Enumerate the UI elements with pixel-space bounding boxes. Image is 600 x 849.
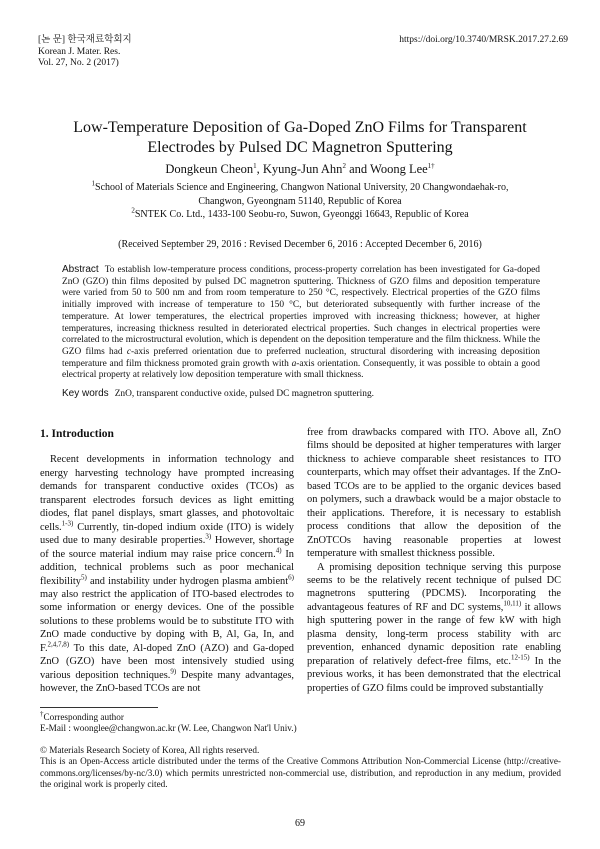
- affiliation-1-mark: 1: [91, 179, 96, 188]
- affiliation-2-mark: 2: [131, 206, 135, 215]
- journal-korean-name: [논 문] 한국재료학회지: [38, 35, 132, 45]
- keywords: [62, 388, 540, 399]
- author-email: E-Mail : woonglee@changwon.ac.kr (W. Lee, Changwon Nat'l Univ.): [40, 723, 297, 734]
- body-text: However, shortage of the source material indium may raise price concern.: [40, 535, 294, 560]
- intro-paragraph-1: [40, 453, 294, 695]
- citation: 4): [275, 546, 282, 555]
- citation: 9): [170, 667, 177, 676]
- body-text: In addition, technical problems such as poor mechanical flexibility: [40, 548, 294, 587]
- body-text: Currently, tin-doped indium oxide (ITO) is widely used due to many desirable properties.: [40, 521, 294, 547]
- affiliation-1-cont: Changwon, Gyeongnam 51140, Republic of Korea: [198, 195, 402, 207]
- citation: 6): [288, 573, 294, 582]
- author-1-affil: 1: [253, 161, 257, 170]
- author-2-affil: 2: [342, 161, 346, 170]
- citation: 3): [205, 532, 212, 541]
- citation: 2,4,7,8): [47, 640, 70, 649]
- affiliations: [30, 181, 570, 222]
- abstract: [62, 264, 540, 382]
- affiliation-1-text: School of Materials Science and Engineering, Changwon National University, 20 Changwondaehak-ro,: [95, 182, 509, 193]
- abstract-text-3: -axis orientation. Consequently, it was possible to obtain a good electrical property at relatively low deposition temperature with small thickness.: [62, 358, 540, 381]
- journal-volume: Vol. 27, No. 2 (2017): [38, 58, 119, 68]
- corresponding-author: [40, 709, 561, 723]
- section-heading: 1. Introduction: [40, 428, 114, 440]
- page-number: 69: [295, 818, 305, 829]
- author-3-affil: 1†: [427, 161, 435, 170]
- dagger-mark: †: [40, 709, 44, 718]
- received-dates: (Received September 29, 2016 : Revised December 6, 2016 : Accepted December 6, 2016): [118, 239, 482, 250]
- author-1: Dongkeun Cheon: [165, 162, 254, 176]
- keywords-text: ZnO, transparent conductive oxide, pulsed DC magnetron sputtering.: [114, 389, 375, 399]
- body-text: In the previous works, it has been demonstrated that the electrical properties of GZO films could be improved substantially: [307, 655, 561, 694]
- citation: 12-15): [510, 653, 530, 662]
- author-separator: ,: [256, 162, 263, 176]
- citation: 1-3): [61, 519, 74, 528]
- footnote-divider: [40, 707, 158, 708]
- footnotes: [40, 707, 561, 790]
- abstract-c-axis: c: [126, 346, 132, 357]
- author-3: Woong Lee: [370, 162, 428, 176]
- right-column: [307, 426, 561, 695]
- intro-paragraph-cont: free from drawbacks compared with ITO. Above all, ZnO films should be deposited at higher temperatures with larger thickness to achieve comparable sheet resistances to ITO counterparts, which may offset their advantages. If the ZnO-based TCOs are to be applied to the organic devices based on polymers, such a drawback would be a major obstacle to their applications. Therefore, it is necessary to establish process conditions that allow the deposition of the ZnOTCOs having reasonable properties at lowest temperature with smallest thickness possible.: [307, 427, 561, 560]
- abstract-text-1: To establish low-temperature process conditions, process-property correlation has been investigated for Ga-doped ZnO (GZO) thin films deposited by pulsed DC magnetron sputtering. Thickness of GZO films and deposition temperature were varied from 50 to 500 nm and from room temperature to 250 °C, respectively. Electrical properties of the GZO films initially improved with increase of temperature to 150 °C, but deteriorated subsequently with further increase of the temperature. At lower temperatures, the electrical properties improved with increasing thickness; however, at higher temperatures, increasing thickness resulted in deteriorated electrical properties. Such changes in electrical properties were correlated to the microstructural evolution, which is dependent on the deposition temperature and the film thickness. While the GZO films had: [62, 265, 540, 357]
- body-text: A promising deposition technique serving this purpose seems to be the relatively recent technique of pulsed DC magnetrons sputtering (PDCMS). Incorporating the advantageous features of RF and DC systems,: [307, 561, 561, 613]
- copyright-notice: © Materials Research Society of Korea, All rights reserved.: [40, 744, 260, 755]
- abstract-text-2: -axis preferred orientation due to preferred nucleation, structural disordering with increasing deposition temperature and film thickness promoted grain growth with: [62, 346, 540, 369]
- corresponding-label: Corresponding author: [43, 712, 124, 722]
- doi-link[interactable]: https://doi.org/10.3740/MRSK.2017.27.2.69: [399, 35, 568, 45]
- keywords-label: Key words: [62, 388, 109, 399]
- author-2: Kyung-Jun Ahn: [262, 162, 343, 176]
- left-column: [40, 428, 294, 696]
- author-list: [30, 162, 570, 177]
- citation: 10,11): [503, 599, 522, 608]
- paper-title-line-2: Electrodes by Pulsed DC Magnetron Sputtering: [147, 139, 453, 156]
- author-separator: and: [345, 162, 371, 176]
- paper-title-line-1: Low-Temperature Deposition of Ga-Doped ZnO Films for Transparent: [73, 119, 527, 136]
- affiliation-1: [30, 181, 570, 195]
- citation: 5): [80, 573, 87, 582]
- affiliation-2: [30, 208, 570, 222]
- abstract-a-axis: a: [291, 358, 297, 369]
- body-text: it allows high sputtering power in the range of few kW with high plasma density, long-term process stability with arc prevention, enhanced dynamic deposition rate enabling preparation of relatively defect-free films, etc.: [307, 601, 561, 667]
- body-text: To this date, Al-doped ZnO (AZO) and Ga-doped ZnO (GZO) have been most intensively studied using various deposition techniques.: [40, 642, 294, 681]
- body-text: Despite many advantages, however, the ZnO-based TCOs are not: [40, 669, 295, 695]
- intro-paragraph-2: [307, 561, 561, 696]
- affiliation-2-text: SNTEK Co. Ltd., 1433-100 Seobu-ro, Suwon, Gyeonggi 16643, Republic of Korea: [134, 209, 469, 220]
- license-notice: This is an Open-Access article distributed under the terms of the Creative Commons Attribution Non-Commercial License (http://creative-commons.org/licenses/by-nc/3.0) which permits unrestricted non-commercial use, distribution, and reproduction in any medium, provided the original work is properly cited.: [40, 756, 561, 790]
- body-text: Recent developments in information technology and energy harvesting technology have prompted increasing demands for transparent conductive oxides (TCOs) as transparent electrodes forsuch devices as light emitting diodes, flat panel displays, smart glasses, and photovoltaic cells.: [40, 454, 294, 533]
- abstract-label: Abstract: [62, 264, 99, 275]
- journal-english-name: Korean J. Mater. Res.: [38, 46, 121, 57]
- journal-header: [38, 35, 132, 70]
- body-text: and instability under hydrogen plasma ambient: [86, 575, 289, 587]
- body-text: may also restrict the application of ITO-based electrodes to some information or energy devices. One of the possible solutions to these problems would be to substitute ITO with ZnO made conductive by doping with B, Al, Ga, In, and F.: [40, 588, 294, 654]
- paper-title: [30, 118, 570, 158]
